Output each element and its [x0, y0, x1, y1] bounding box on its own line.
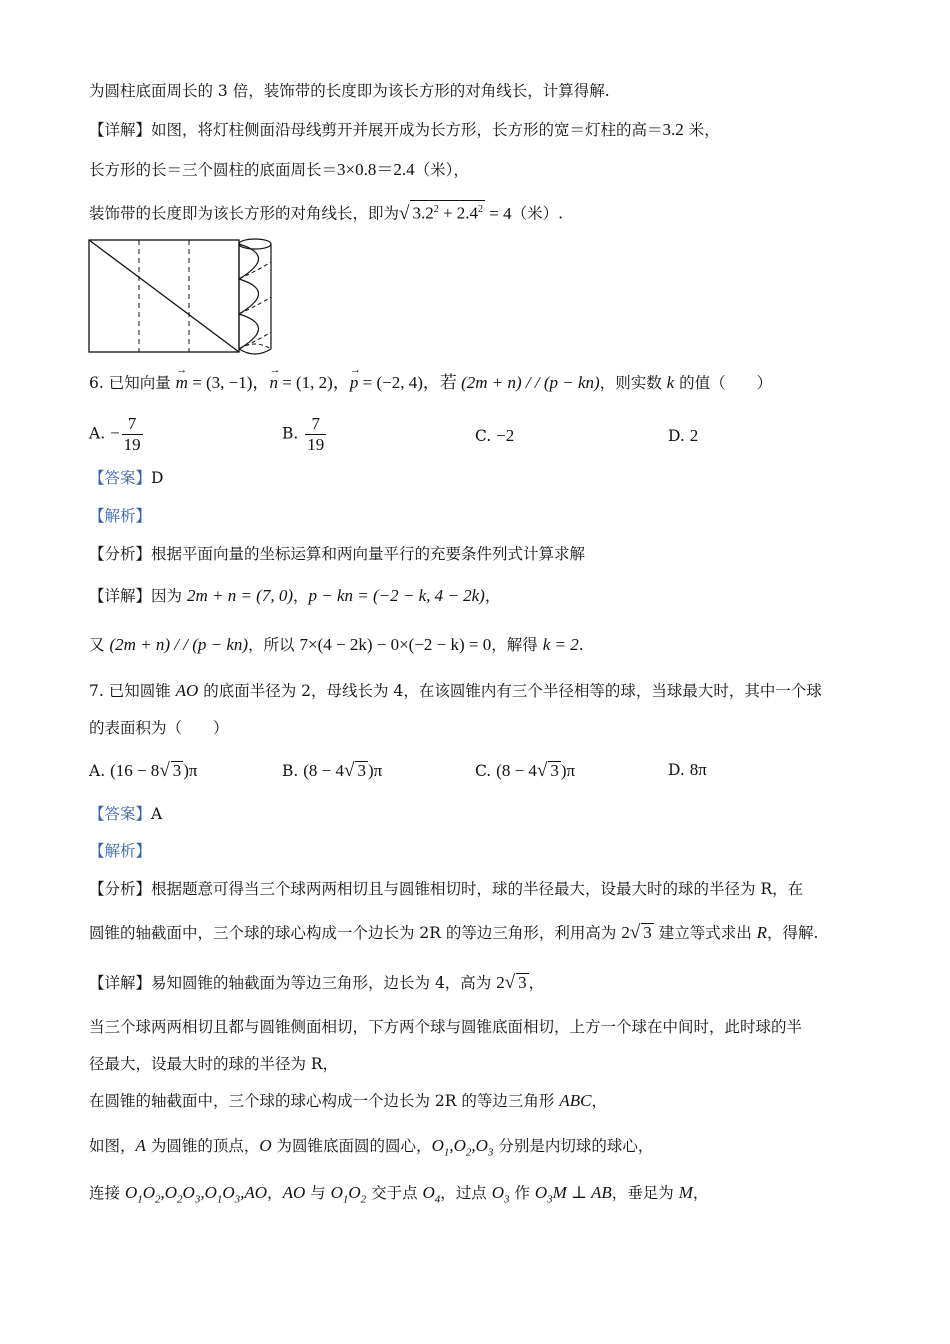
option-label: C. — [475, 762, 492, 780]
option-label: B. — [282, 424, 299, 443]
detail-text: 分别是内切球的球心， — [493, 1137, 654, 1155]
radicand: 3 — [550, 761, 559, 780]
segment-list — [124, 1183, 268, 1206]
option-label: A. — [89, 762, 106, 780]
subscript: 2 — [177, 1193, 183, 1206]
fenxi-tag: 【分析】 — [89, 880, 152, 898]
denominator: 19 — [123, 435, 141, 454]
o-letter: O — [124, 1183, 138, 1202]
subscript: 2 — [360, 1193, 367, 1206]
fenxi-text: ，得解. — [767, 924, 819, 942]
subscript: 1 — [216, 1193, 223, 1206]
cylinder-bottom — [239, 349, 271, 354]
fraction — [305, 414, 326, 455]
option-label: C. — [475, 427, 492, 445]
value-part: )π — [367, 761, 383, 780]
analysis-tag: 【解析】 — [89, 507, 152, 525]
point-m: M — [678, 1183, 693, 1202]
point-o: O — [431, 1136, 444, 1155]
expression: 3×0.8＝2.4 — [337, 160, 415, 179]
cone-label: AO — [175, 681, 199, 700]
diagonal-line — [89, 240, 239, 352]
detail-line — [89, 1016, 802, 1038]
question-number: 6. 已知向量 — [89, 374, 176, 392]
question-7-stem — [89, 680, 822, 702]
detail-text: 易知圆锥的轴截面为等边三角形，边长为 4，高为 — [151, 974, 497, 992]
sqrt-expression — [399, 204, 512, 223]
radicand-b: + 2.4 — [438, 203, 479, 223]
option-sign: − — [110, 423, 120, 443]
option-b[interactable] — [282, 414, 328, 455]
option-value — [110, 761, 197, 780]
detail-text: 又 — [89, 636, 110, 654]
o-letter: O — [348, 1183, 361, 1202]
question-number: 7. 已知圆锥 — [89, 682, 176, 700]
analysis-line — [89, 505, 151, 527]
radicand: 3 — [172, 761, 182, 780]
option-label: B. — [282, 762, 299, 780]
detail-text: 在圆锥的轴截面中，三个球的球心构成一个边长为 2R 的等边三角形 — [89, 1092, 560, 1110]
detail-text: 交于点 — [366, 1184, 423, 1202]
vector-value: = (3, −1)， — [187, 373, 270, 392]
comma: , — [449, 1136, 454, 1155]
segment-ao: AO — [282, 1183, 306, 1202]
option-label: D. — [668, 761, 685, 779]
detail-line — [89, 1135, 653, 1163]
subscript: 3 — [504, 1193, 510, 1206]
vector-n: → n — [269, 372, 278, 394]
stem-text: 的底面半径为 2，母线长为 4，在该圆锥内有三个半径相等的球，当球最大时，其中一个球 — [198, 682, 822, 700]
detail-text: 为圆锥的顶点， — [145, 1137, 260, 1155]
point-o: O — [475, 1136, 488, 1155]
option-value — [496, 761, 575, 780]
subscript: 3 — [194, 1193, 201, 1206]
expression: k = 2 — [542, 635, 579, 654]
detail-text: 如图，将灯柱侧面沿母线剪开并展开成为长方形，长方形的宽＝灯柱的高＝ — [151, 121, 663, 139]
detail-text: 作 — [509, 1184, 535, 1202]
subscript: 1 — [137, 1193, 143, 1206]
option-d[interactable] — [668, 426, 698, 446]
detail-line-3 — [89, 200, 563, 225]
denominator: 19 — [307, 435, 325, 454]
o-letter: O — [491, 1183, 505, 1202]
subscript: 3 — [234, 1193, 241, 1206]
exponent: 2 — [478, 204, 484, 215]
perpendicular-sign: ⊥ — [566, 1183, 592, 1202]
detail-text: ， — [591, 1092, 607, 1110]
value-part: (8 − 4 — [496, 761, 537, 780]
fenxi-line — [89, 543, 585, 565]
paragraph-text: 为圆柱底面周长的 3 倍，装饰带的长度即为该长方形的对角线长，计算得解. — [89, 82, 610, 100]
o-letter: O — [222, 1183, 235, 1202]
radicand: 3 — [357, 761, 366, 780]
detail-text: ， — [528, 974, 545, 992]
point-o: O — [453, 1136, 466, 1155]
subscript: 2 — [465, 1146, 472, 1159]
detail-text: 与 — [305, 1184, 331, 1202]
expression: 7×(4 − 2k) − 0×(−2 − k) = 0 — [299, 635, 492, 654]
option-a[interactable] — [89, 414, 145, 455]
radicand: 3 — [643, 923, 652, 942]
comma: , — [240, 1183, 245, 1202]
detail-text: ， — [692, 1184, 709, 1202]
detail-text: ， — [267, 1184, 283, 1202]
triangle-label: ABC — [559, 1091, 592, 1110]
option-a[interactable] — [89, 760, 198, 782]
question-6-stem — [89, 372, 772, 394]
detail-text: 为圆锥底面圆的圆心， — [271, 1137, 432, 1155]
radicand: 3 — [518, 973, 527, 992]
o-letter: O — [182, 1183, 195, 1202]
value-part: (8 − 4 — [303, 761, 345, 780]
radical-sign: √ — [536, 760, 548, 781]
detail-text: 因为 — [151, 587, 187, 605]
sphere-centers — [431, 1136, 494, 1159]
radicand — [410, 200, 485, 223]
coefficient: 2 — [496, 973, 505, 992]
text-line — [89, 80, 610, 102]
m-letter: M — [552, 1183, 567, 1202]
detail-text: . — [578, 636, 584, 654]
answer-tag: 【答案】 — [89, 469, 152, 487]
o-letter: O — [204, 1183, 217, 1202]
numerator: 7 — [305, 414, 326, 435]
detail-text: （米）. — [511, 204, 564, 223]
perpendicular-expression — [534, 1183, 612, 1206]
option-label: D. — [668, 427, 685, 445]
detail-text: 当三个球两两相切且都与圆锥侧面相切，下方两个球与圆锥底面相切，上方一个球在中间时，此时球的半 — [89, 1018, 803, 1036]
radical-sign: √ — [399, 202, 410, 224]
radical-sign: √ — [504, 972, 516, 993]
detail-tag: 【详解】 — [89, 974, 152, 992]
vector-value: = (1, 2)， — [277, 373, 350, 392]
point-o4 — [422, 1183, 441, 1206]
subscript: 3 — [547, 1193, 553, 1206]
option-value: 8π — [689, 760, 707, 779]
fenxi-text: 根据平面向量的坐标运算和两向量平行的充要条件列式计算求解 — [151, 545, 586, 563]
stem-text: 的值（ ） — [674, 374, 773, 392]
fenxi-tag: 【分析】 — [89, 545, 152, 563]
o-letter: O — [534, 1183, 548, 1202]
radical-sign: √ — [159, 760, 170, 781]
answer-line — [89, 803, 162, 825]
question-7-stem-line2 — [89, 717, 229, 739]
vector-p: → p — [350, 372, 359, 394]
fenxi-text: 根据题意可得当三个球两两相切且与圆锥相切时，球的半径最大，设最大时的球的半径为 R，在 — [151, 880, 804, 898]
answer-line — [89, 467, 163, 489]
detail-tag: 【详解】 — [89, 587, 152, 605]
option-d[interactable] — [668, 760, 707, 780]
stem-text: 的表面积为（ ） — [89, 719, 229, 737]
subscript: 2 — [155, 1193, 161, 1206]
detail-text: 径最大，设最大时的球的半径为 R， — [89, 1055, 339, 1073]
option-value — [303, 761, 382, 780]
fenxi-line-2 — [89, 922, 818, 944]
answer-tag: 【答案】 — [89, 805, 152, 823]
o-letter: O — [164, 1183, 178, 1202]
detail-text: 长方形的长＝三个圆柱的底面周长＝ — [89, 161, 338, 179]
point-a: A — [135, 1136, 146, 1155]
value-part: )π — [560, 761, 576, 780]
fraction — [122, 414, 143, 455]
detail-line-1 — [89, 119, 720, 141]
o-letter: O — [142, 1183, 155, 1202]
variable-r: R — [756, 923, 768, 942]
analysis-line — [89, 840, 151, 862]
detail-text: ，解得 — [491, 636, 543, 654]
segment-ab: AB — [591, 1183, 612, 1202]
detail-text: ，所以 — [248, 636, 300, 654]
detail-line — [89, 585, 500, 607]
detail-text: 装饰带的长度即为该长方形的对角线长，即为 — [89, 204, 400, 223]
separator: ， — [293, 587, 309, 605]
o-letter: O — [422, 1183, 435, 1202]
detail-text: ，过点 — [440, 1184, 492, 1202]
segment-o1o2 — [330, 1183, 367, 1206]
value: 3.2 — [662, 120, 684, 139]
analysis-tag: 【解析】 — [89, 842, 152, 860]
comma: , — [200, 1183, 205, 1202]
radical-sign: √ — [629, 922, 641, 943]
vector-value: = (−2, 4)，若 — [358, 373, 462, 392]
point-o3 — [491, 1183, 510, 1206]
subscript: 4 — [434, 1193, 441, 1206]
detail-tag: 【详解】 — [89, 121, 152, 139]
point-o: O — [259, 1136, 272, 1155]
option-b[interactable] — [282, 760, 382, 782]
detail-text: （米）， — [414, 161, 469, 179]
fenxi-text: 圆锥的轴截面中，三个球的球心构成一个边长为 2R 的等边三角形，利用高为 — [89, 924, 622, 942]
subscript: 1 — [342, 1193, 349, 1206]
detail-line — [89, 1053, 338, 1075]
value-part: (16 − 8 — [110, 761, 160, 780]
height-value — [496, 973, 528, 992]
numerator: 7 — [122, 414, 143, 435]
option-value: −2 — [496, 426, 515, 445]
variable-k: k — [666, 373, 675, 392]
comma: , — [160, 1183, 165, 1202]
option-c[interactable] — [475, 760, 575, 782]
expression: p − kn = (−2 − k, 4 − 2k) — [308, 586, 485, 605]
fenxi-line — [89, 878, 803, 900]
cylinder-top — [239, 239, 271, 249]
o-letter: O — [330, 1183, 343, 1202]
detail-line — [89, 1090, 607, 1112]
fenxi-text: 建立等式求出 — [653, 924, 757, 942]
detail-line — [89, 634, 584, 656]
option-label: A. — [89, 424, 106, 443]
separator: ， — [484, 587, 501, 605]
exponent: 2 — [433, 204, 439, 215]
option-c[interactable] — [475, 426, 514, 446]
value-part: )π — [183, 761, 198, 780]
helix-front — [239, 279, 259, 314]
parallel-condition: (2m + n) / / (p − kn) — [461, 373, 600, 392]
comma: , — [471, 1136, 476, 1155]
unrolled-cylinder-figure — [86, 236, 281, 358]
subscript: 3 — [487, 1146, 494, 1159]
option-value: 2 — [689, 426, 699, 445]
detail-line — [89, 972, 544, 994]
result: = 4 — [485, 203, 512, 223]
segment-ao: AO — [244, 1183, 268, 1202]
answer-value: D — [151, 469, 164, 487]
detail-text: 如图， — [89, 1137, 136, 1155]
radicand-a: 3.2 — [412, 203, 434, 223]
vector-m: → m — [176, 372, 188, 394]
coefficient: 2 — [621, 923, 630, 942]
stem-text: ，则实数 — [599, 374, 667, 392]
detail-line — [89, 1182, 708, 1210]
detail-text: 米， — [683, 121, 720, 139]
radical-sign: √ — [344, 760, 355, 781]
answer-value: A — [151, 805, 163, 823]
expression: 2m + n = (7, 0) — [186, 586, 293, 605]
subscript: 1 — [443, 1146, 450, 1159]
detail-text: ，垂足为 — [611, 1184, 679, 1202]
detail-text: 连接 — [89, 1184, 125, 1202]
height-value — [621, 923, 653, 942]
expression: (2m + n) / / (p − kn) — [109, 635, 249, 654]
detail-line-2 — [89, 159, 469, 181]
